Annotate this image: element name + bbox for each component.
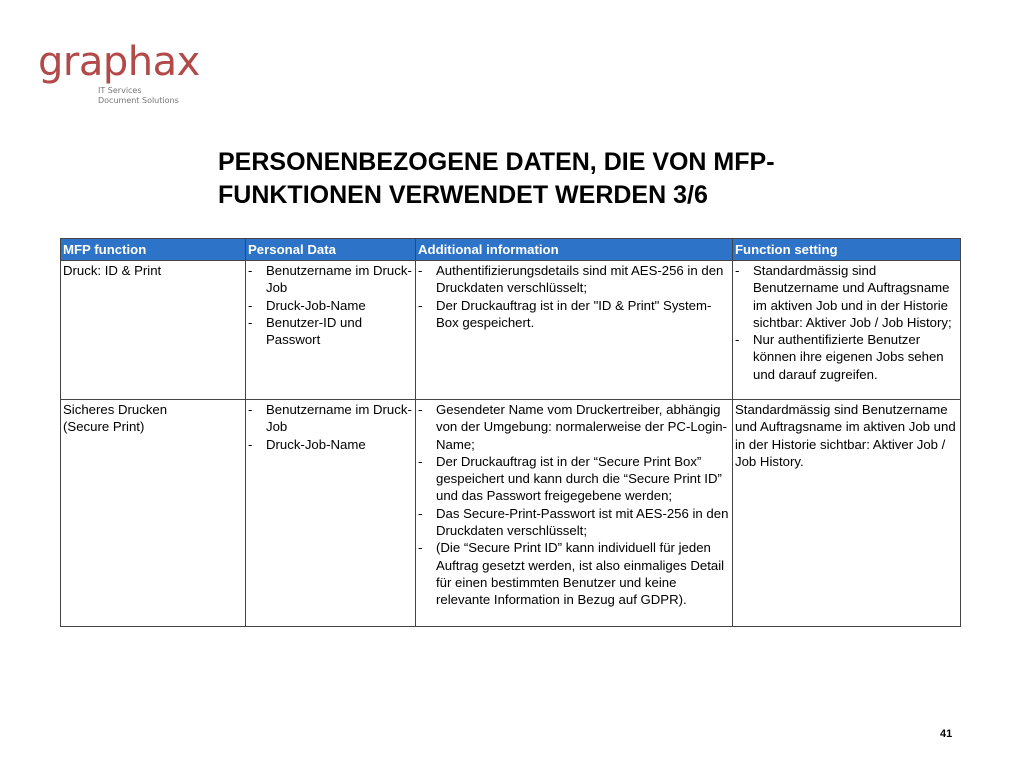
graphax-logo: [38, 39, 200, 105]
header-additional-information: Additional information: [416, 239, 733, 261]
function-name: Druck: ID & Print: [63, 263, 162, 278]
list-item: - Druck-Job-Name: [248, 436, 414, 453]
mfp-personal-data-table: [60, 238, 961, 627]
page-title-line-2: FUNKTIONEN VERWENDET WERDEN 3/6: [218, 181, 708, 209]
function-setting-text: Standardmässig sind Benutzername und Auftragsname im aktiven Job und in der Historie sichtbar: Aktiver Job / Job History.: [735, 402, 956, 469]
personal-data-list: [248, 262, 414, 348]
table-row: [61, 261, 961, 400]
table-header-row: [61, 239, 961, 261]
list-item: - Druck-Job-Name: [248, 297, 414, 314]
function-setting-list: [735, 262, 959, 383]
page-title-line-1: PERSONENBEZOGENE DATEN, DIE VON MFP-: [218, 148, 775, 176]
personal-data-list: [248, 401, 414, 453]
list-item: - Gesendeter Name vom Druckertreiber, abhängig von der Umgebung: normalerweise der PC-Login-Name;: [418, 401, 731, 453]
cell-additional-information: [416, 400, 733, 627]
additional-information-list: [418, 401, 731, 609]
page-number: 41: [940, 728, 953, 740]
header-mfp-function: MFP function: [61, 239, 246, 261]
page-title: [218, 146, 918, 212]
logo-tagline: [98, 86, 179, 106]
logo-tagline-line-1: IT Services: [98, 86, 142, 95]
list-item: - (Die “Secure Print ID” kann individuell für jeden Auftrag gesetzt werden, ist also einmaliges Detail für einen bestimmten Benutzer und keine relevante Information in Bezug auf GDPR).: [418, 539, 731, 608]
list-item: - Das Secure-Print-Passwort ist mit AES-256 in den Druckdaten verschlüsselt;: [418, 505, 731, 540]
list-item: - Der Druckauftrag ist in der “Secure Print Box” gespeichert und kann durch die “Secure Print ID” und das Passwort freigegebene werden;: [418, 453, 731, 505]
cell-personal-data: [246, 261, 416, 400]
list-item: - Authentifizierungsdetails sind mit AES-256 in den Druckdaten verschlüsselt;: [418, 262, 731, 297]
list-item: - Benutzername im Druck-Job: [248, 401, 414, 436]
function-name: Sicheres Drucken: [63, 402, 168, 417]
list-item: - Benutzer-ID und Passwort: [248, 314, 414, 349]
cell-additional-information: [416, 261, 733, 400]
logo-tagline-line-2: Document Solutions: [98, 96, 179, 105]
table-row: [61, 400, 961, 627]
cell-function-setting: [733, 400, 961, 627]
header-personal-data: Personal Data: [246, 239, 416, 261]
function-name-english: (Secure Print): [63, 419, 145, 435]
list-item: - Nur authentifizierte Benutzer können ihre eigenen Jobs sehen und darauf zugreifen.: [735, 331, 959, 383]
logo-wordmark: graphax: [38, 39, 200, 85]
cell-mfp-function: [61, 261, 246, 400]
header-function-setting: Function setting: [733, 239, 961, 261]
cell-personal-data: [246, 400, 416, 627]
list-item: - Standardmässig sind Benutzername und Auftragsname im aktiven Job und in der Historie sichtbar: Aktiver Job / Job History;: [735, 262, 959, 331]
cell-function-setting: [733, 261, 961, 400]
list-item: - Benutzername im Druck-Job: [248, 262, 414, 297]
additional-information-list: [418, 262, 731, 331]
list-item: - Der Druckauftrag ist in der "ID & Print" System-Box gespeichert.: [418, 297, 731, 332]
cell-mfp-function: [61, 400, 246, 627]
